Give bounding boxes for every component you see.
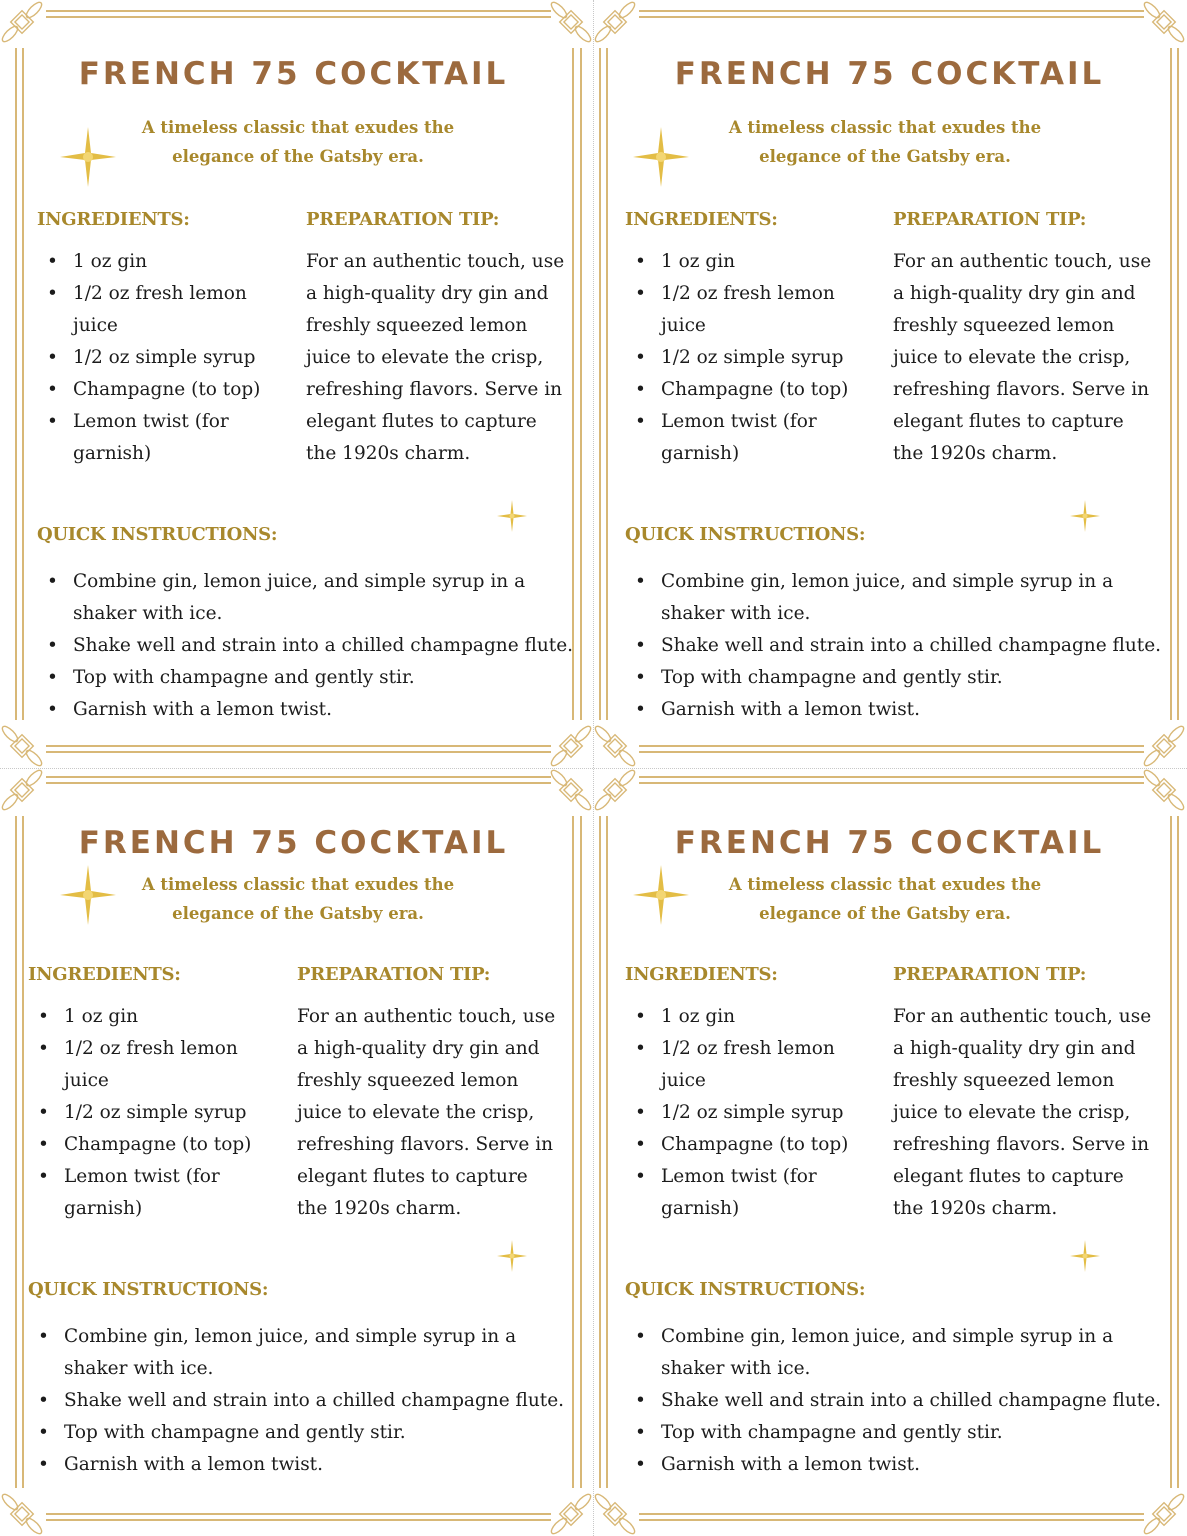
ingredients-heading: INGREDIENTS:: [625, 964, 778, 985]
instructions-list: [625, 566, 1165, 726]
ingredient-item: • Lemon twist (for garnish): [625, 406, 865, 470]
instruction-step: • Shake well and strain into a chilled champagne flute.: [28, 1385, 568, 1417]
card-subtitle: [665, 870, 1105, 928]
recipe-card-2: [593, 0, 1186, 768]
ingredients-list: [625, 246, 865, 470]
subtitle-line-2: elegance of the Gatsby era.: [172, 904, 424, 923]
preparation-tip-text: For an authentic touch, use a high-quality dry gin and freshly squeezed lemon juice to elevate the crisp, refreshing flavors. Serve in elegant flutes to capture the 1920s charm.: [893, 1006, 1152, 1219]
border-left-outer: [15, 48, 17, 720]
celtic-knot-corner-icon: [549, 724, 593, 768]
ingredients-list: [37, 246, 277, 470]
card-title: FRENCH 75 COCKTAIL: [674, 825, 1105, 861]
border-bottom-outer: [639, 751, 1144, 753]
border-right-inner: [572, 816, 574, 1488]
ingredient-item: • 1/2 oz fresh lemon juice: [625, 1033, 865, 1097]
recipe-card-1: [0, 0, 593, 768]
instruction-step: • Garnish with a lemon twist.: [625, 1449, 1165, 1481]
preparation-tip-heading: PREPARATION TIP:: [297, 964, 491, 985]
ingredient-item: • 1/2 oz simple syrup: [625, 342, 865, 374]
instruction-step: • Shake well and strain into a chilled champagne flute.: [37, 630, 577, 662]
instructions-list: [28, 1321, 568, 1481]
border-bottom-outer: [639, 1519, 1144, 1521]
border-top-inner: [46, 782, 551, 784]
ingredient-item: • 1/2 oz fresh lemon juice: [625, 278, 865, 342]
border-left-outer: [599, 48, 601, 720]
instructions-list: [625, 1321, 1165, 1481]
celtic-knot-corner-icon: [549, 0, 593, 44]
border-top-outer: [46, 776, 551, 778]
recipe-card-4: [593, 768, 1186, 1536]
ingredient-item: • 1/2 oz simple syrup: [625, 1097, 865, 1129]
recipe-card-3: [0, 768, 593, 1536]
quick-instructions-heading: QUICK INSTRUCTIONS:: [28, 1279, 269, 1300]
celtic-knot-corner-icon: [1142, 768, 1186, 812]
sparkle-star-icon: [1070, 1240, 1100, 1272]
border-left-inner: [606, 48, 608, 720]
ingredient-item: • 1 oz gin: [28, 1001, 268, 1033]
ingredients-heading: INGREDIENTS:: [28, 964, 181, 985]
border-left-inner: [22, 48, 24, 720]
instruction-step: • Top with champagne and gently stir.: [28, 1417, 568, 1449]
preparation-tip-text: For an authentic touch, use a high-quality dry gin and freshly squeezed lemon juice to elevate the crisp, refreshing flavors. Serve in elegant flutes to capture the 1920s charm.: [893, 251, 1152, 464]
ingredient-item: • Lemon twist (for garnish): [28, 1161, 268, 1225]
celtic-knot-corner-icon: [1142, 1492, 1186, 1536]
ingredient-item: • Champagne (to top): [28, 1129, 268, 1161]
celtic-knot-corner-icon: [0, 1492, 44, 1536]
border-right-outer: [580, 816, 582, 1488]
instruction-step: • Combine gin, lemon juice, and simple syrup in a shaker with ice.: [625, 1321, 1165, 1385]
ingredient-item: • Champagne (to top): [625, 374, 865, 406]
card-title: FRENCH 75 COCKTAIL: [78, 825, 509, 861]
ingredients-list: [625, 1001, 865, 1225]
border-right-outer: [580, 48, 582, 720]
ingredient-item: • 1 oz gin: [37, 246, 277, 278]
border-bottom-outer: [46, 751, 551, 753]
ingredient-item: • 1 oz gin: [625, 246, 865, 278]
border-left-outer: [599, 816, 601, 1488]
ingredients-heading: INGREDIENTS:: [625, 209, 778, 230]
preparation-tip-heading: PREPARATION TIP:: [893, 964, 1087, 985]
subtitle-line-1: A timeless classic that exudes the: [141, 875, 455, 894]
instruction-step: • Combine gin, lemon juice, and simple syrup in a shaker with ice.: [37, 566, 577, 630]
preparation-tip-text: For an authentic touch, use a high-quality dry gin and freshly squeezed lemon juice to elevate the crisp, refreshing flavors. Serve in elegant flutes to capture the 1920s charm.: [306, 251, 565, 464]
quick-instructions-heading: QUICK INSTRUCTIONS:: [37, 524, 278, 545]
instruction-step: • Garnish with a lemon twist.: [625, 694, 1165, 726]
celtic-knot-corner-icon: [0, 768, 44, 812]
border-top-inner: [639, 782, 1144, 784]
celtic-knot-corner-icon: [549, 768, 593, 812]
border-top-outer: [46, 10, 551, 12]
celtic-knot-corner-icon: [549, 1492, 593, 1536]
border-bottom-inner: [639, 1513, 1144, 1515]
card-title: FRENCH 75 COCKTAIL: [78, 56, 509, 92]
border-right-inner: [1170, 816, 1172, 1488]
ingredient-item: • 1 oz gin: [625, 1001, 865, 1033]
instruction-step: • Top with champagne and gently stir.: [625, 662, 1165, 694]
celtic-knot-corner-icon: [593, 1492, 637, 1536]
ingredient-item: • 1/2 oz fresh lemon juice: [28, 1033, 268, 1097]
instruction-step: • Top with champagne and gently stir.: [37, 662, 577, 694]
border-bottom-inner: [46, 1513, 551, 1515]
instruction-step: • Combine gin, lemon juice, and simple syrup in a shaker with ice.: [625, 566, 1165, 630]
sparkle-star-icon: [497, 1240, 527, 1272]
border-bottom-inner: [639, 745, 1144, 747]
preparation-tip-heading: PREPARATION TIP:: [306, 209, 500, 230]
border-bottom-outer: [46, 1519, 551, 1521]
ingredient-item: • 1/2 oz simple syrup: [28, 1097, 268, 1129]
border-right-outer: [1177, 816, 1179, 1488]
border-left-outer: [15, 816, 17, 1488]
celtic-knot-corner-icon: [1142, 0, 1186, 44]
instructions-list: [37, 566, 577, 726]
sparkle-star-icon: [497, 500, 527, 532]
border-top-inner: [639, 16, 1144, 18]
ingredient-item: • Champagne (to top): [625, 1129, 865, 1161]
border-top-outer: [639, 10, 1144, 12]
celtic-knot-corner-icon: [593, 0, 637, 44]
subtitle-line-2: elegance of the Gatsby era.: [172, 147, 424, 166]
subtitle-line-1: A timeless classic that exudes the: [728, 875, 1042, 894]
border-right-inner: [1170, 48, 1172, 720]
ingredient-item: • Lemon twist (for garnish): [37, 406, 277, 470]
card-subtitle: [78, 113, 518, 171]
ingredients-list: [28, 1001, 268, 1225]
border-bottom-inner: [46, 745, 551, 747]
instruction-step: • Shake well and strain into a chilled champagne flute.: [625, 630, 1165, 662]
ingredients-heading: INGREDIENTS:: [37, 209, 190, 230]
subtitle-line-1: A timeless classic that exudes the: [728, 118, 1042, 137]
subtitle-line-1: A timeless classic that exudes the: [141, 118, 455, 137]
preparation-tip-heading: PREPARATION TIP:: [893, 209, 1087, 230]
celtic-knot-corner-icon: [593, 724, 637, 768]
celtic-knot-corner-icon: [1142, 724, 1186, 768]
border-right-outer: [1177, 48, 1179, 720]
border-top-outer: [639, 776, 1144, 778]
ingredient-item: • Lemon twist (for garnish): [625, 1161, 865, 1225]
celtic-knot-corner-icon: [593, 768, 637, 812]
sparkle-star-icon: [1070, 500, 1100, 532]
ingredient-item: • 1/2 oz fresh lemon juice: [37, 278, 277, 342]
instruction-step: • Combine gin, lemon juice, and simple syrup in a shaker with ice.: [28, 1321, 568, 1385]
preparation-tip-text: For an authentic touch, use a high-quality dry gin and freshly squeezed lemon juice to elevate the crisp, refreshing flavors. Serve in elegant flutes to capture the 1920s charm.: [297, 1006, 556, 1219]
instruction-step: • Garnish with a lemon twist.: [28, 1449, 568, 1481]
card-subtitle: [78, 870, 518, 928]
instruction-step: • Top with champagne and gently stir.: [625, 1417, 1165, 1449]
border-left-inner: [22, 816, 24, 1488]
subtitle-line-2: elegance of the Gatsby era.: [759, 904, 1011, 923]
ingredient-item: • Champagne (to top): [37, 374, 277, 406]
quick-instructions-heading: QUICK INSTRUCTIONS:: [625, 524, 866, 545]
card-title: FRENCH 75 COCKTAIL: [674, 56, 1105, 92]
border-left-inner: [606, 816, 608, 1488]
card-subtitle: [665, 113, 1105, 171]
quick-instructions-heading: QUICK INSTRUCTIONS:: [625, 1279, 866, 1300]
subtitle-line-2: elegance of the Gatsby era.: [759, 147, 1011, 166]
celtic-knot-corner-icon: [0, 0, 44, 44]
border-top-inner: [46, 16, 551, 18]
celtic-knot-corner-icon: [0, 724, 44, 768]
instruction-step: • Shake well and strain into a chilled champagne flute.: [625, 1385, 1165, 1417]
instruction-step: • Garnish with a lemon twist.: [37, 694, 577, 726]
ingredient-item: • 1/2 oz simple syrup: [37, 342, 277, 374]
